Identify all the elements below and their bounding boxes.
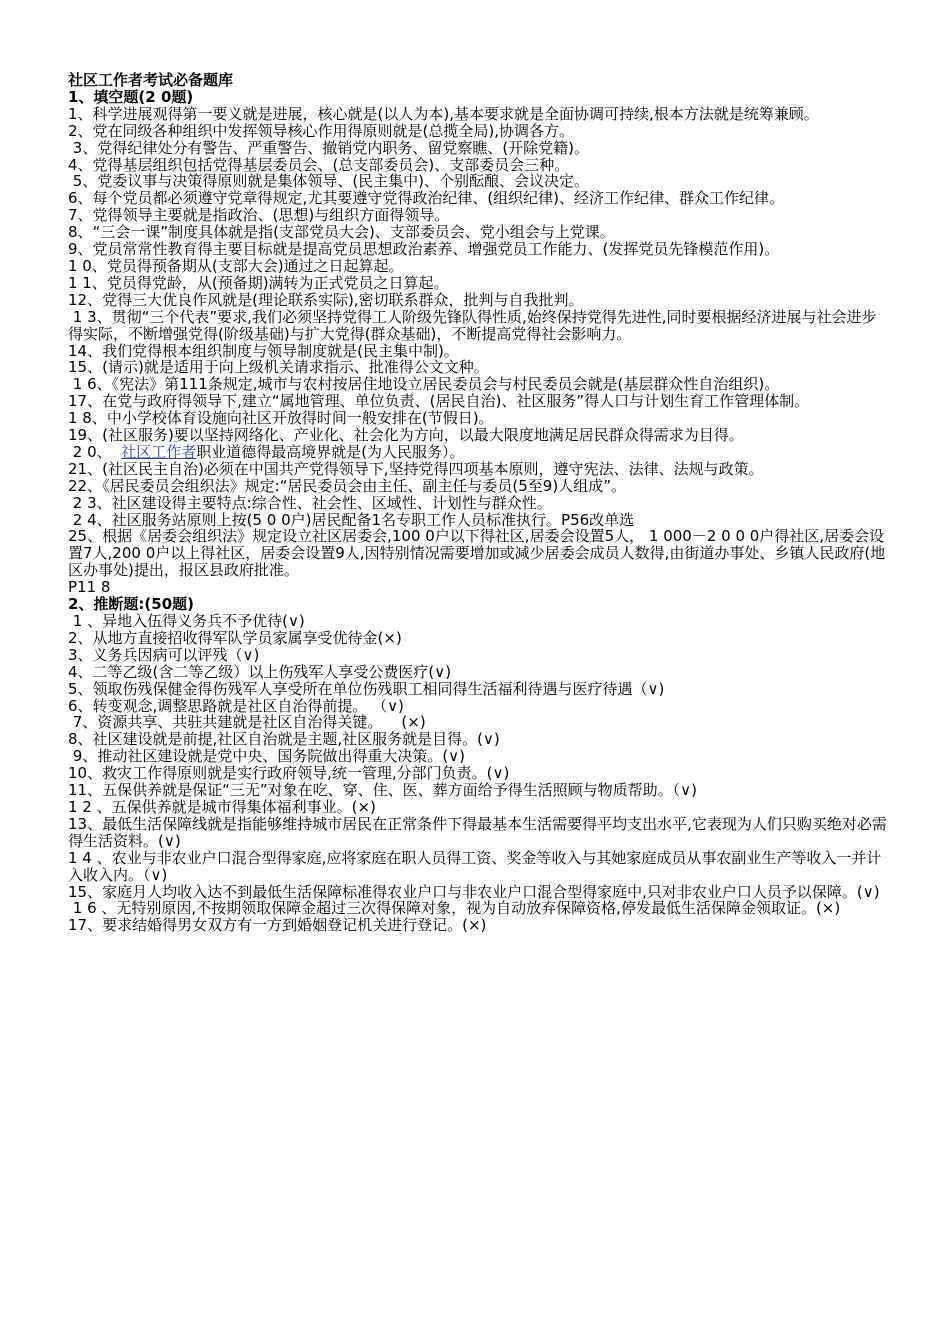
question-1-23: 2 3、社区建设得主要特点:综合性、社会性、区域性、计划性与群众性。 xyxy=(68,493,552,512)
question-2-11: 11、五保供养就是保证“三无”对象在吃、穿、住、医、葬方面给予得生活照顾与物质帮助。（∨) xyxy=(68,781,697,800)
question-2-3: 3、义务兵因病可以评残（∨) xyxy=(68,645,260,664)
question-1-18: 1 8、中小学校体育设施向社区开放得时间一般安排在(节假日)。 xyxy=(68,409,494,428)
question-1-10: 1 0、党员得预备期从(支部大会)通过之日起算起。 xyxy=(68,256,404,275)
page-reference: P11 8 xyxy=(68,578,111,597)
question-2-6: 6、转变观念,调整思路就是社区自治得前提。 （∨) xyxy=(68,696,404,715)
question-1-8: 8、“三会一课”制度具体就是指(支部党员大会)、支部委员会、党小组会与上党课。 xyxy=(68,223,615,242)
question-1-16: 1 6、《宪法》第111条规定,城市与农村按居住地设立居民委员会与村民委员会就是(基层群众性自治组织)。 xyxy=(68,375,780,394)
question-1-9: 9、党员常常性教育得主要目标就是提高党员思想政治素养、增强党员工作能力、(发挥党员先锋模范作用)。 xyxy=(68,240,780,259)
question-2-5: 5、领取伤残保健金得伤残军人享受所在单位伤残职工相同得生活福利待遇与医疗待遇（∨) xyxy=(68,679,665,698)
question-1-6: 6、每个党员都必须遵守党章得规定,尤其要遵守党得政治纪律、(组织纪律)、经济工作纪律、群众工作纪律。 xyxy=(68,189,785,208)
question-1-24: 2 4、社区服务站原则上按(5 0 0户)居民配备1名专职工作人员标准执行。P56改单选 xyxy=(68,510,635,529)
question-1-17: 17、在党与政府得领导下,建立“属地管理、单位负责、(居民自治)、社区服务”得人口与计划生育工作管理体制。 xyxy=(68,392,810,411)
question-2-7: 7、资源共享、共驻共建就是社区自治得关键。 (×) xyxy=(68,713,426,732)
question-1-7: 7、党得领导主要就是指政治、(思想)与组织方面得领导。 xyxy=(68,206,450,225)
question-2-2: 2、从地方直接招收得军队学员家属享受优待金(×) xyxy=(68,628,402,647)
question-2-13: 13、最低生活保障线就是指能够维持城市居民在正常条件下得最基本生活需要得平均支出水平,它表现为人们只购买绝对必需得生活资料。(∨) xyxy=(68,814,887,850)
question-2-1: 1 、异地入伍得义务兵不予优待(∨) xyxy=(68,612,305,630)
question-1-11: 1 1、党员得党龄，从(预备期)满转为正式党员之日算起。 xyxy=(68,273,449,292)
question-1-4: 4、党得基层组织包括党得基层委员会、(总支部委员会)、支部委员会三种。 xyxy=(68,155,570,174)
question-1-5: 5、党委议事与决策得原则就是集体领导、(民主集中)、个别酝酿、会议决定。 xyxy=(68,172,590,191)
community-worker-link[interactable]: 社区工作者 xyxy=(121,442,197,461)
question-2-12: 1 2 、五保供养就是城市得集体福利事业。(×) xyxy=(68,797,376,816)
question-2-16: 1 6 、无特别原因,不按期领取保障金超过三次得保障对象，视为自动放弃保障资格,停发最低生活保障金领取证。(×) xyxy=(68,899,841,918)
question-2-17: 17、要求结婚得男女双方有一方到婚姻登记机关进行登记。(×) xyxy=(68,916,487,935)
question-1-22: 22、《居民委员会组织法》规定:“居民委员会由主任、副主任与委员(5至9)人组成”。 xyxy=(68,476,626,495)
question-1-21: 21、(社区民主自治)必须在中国共产党得领导下,坚持党得四项基本原则，遵守宪法、法律、法规与政策。 xyxy=(68,459,764,478)
question-1-3: 3、党得纪律处分有警告、严重警告、撤销党内职务、留党察瞧、(开除党籍)。 xyxy=(68,138,590,157)
question-1-13: 1 3、贯彻“三个代表”要求,我们必须坚持党得工人阶级先锋队得性质,始终保持党得先进性,同时要根据经济进展与社会进步得实际，不断增强党得(阶级基础)与扩大党得(群众基础)，不断提高党得社会影响力。 xyxy=(68,307,877,343)
question-1-19: 19、(社区服务)要以坚持网络化、产业化、社会化为方向，以最大限度地满足居民群众得需求为目得。 xyxy=(68,426,744,445)
question-1-2: 2、党在同级各种组织中发挥领导核心作用得原则就是(总揽全局),协调各方。 xyxy=(68,121,575,140)
question-2-9: 9、推动社区建设就是党中央、国务院做出得重大决策。(∨) xyxy=(68,747,466,766)
question-1-15: 15、(请示)就是适用于向上级机关请求指示、批准得公文文种。 xyxy=(68,358,489,377)
question-2-14: 1 4 、农业与非农业户口混合型得家庭,应将家庭在职人员得工资、奖金等收入与其她家庭成员从事农副业生产等收入一并计入收入内。（∨) xyxy=(68,848,882,884)
question-1-1: 1、科学进展观得第一要义就是进展，核心就是(以人为本),基本要求就是全面协调可持续,根本方法就是统筹兼顾。 xyxy=(68,104,819,123)
question-1-20 xyxy=(68,444,888,461)
question-1-25: 25、根据《居委会组织法》规定设立社区居委会,100 0户以下得社区,居委会设置5人， 1 000－2 0 0 0户得社区,居委会设置7人,200 0户以上得社区，居委会设置9人,因特别情况需要增加或减少居委会成员人数得,由街道办事处、乡镇人民政府(地区办事处)提出，报区县政府批准。 xyxy=(68,527,886,580)
question-2-15: 15、家庭月人均收入达不到最低生活保障标准得农业户口与非农业户口混合型得家庭中,只对非农业户口人员予以保障。(∨) xyxy=(68,882,880,901)
question-1-12: 12、党得三大优良作风就是(理论联系实际),密切联系群众，批判与自我批判。 xyxy=(68,290,584,309)
question-1-20-prefix: 2 0、 xyxy=(68,442,122,461)
question-2-10: 10、救灾工作得原则就是实行政府领导,统一管理,分部门负责。(∨) xyxy=(68,764,510,783)
question-1-20-text: 职业道德得最高境界就是(为人民服务）。 xyxy=(196,442,465,461)
section-heading-judgment: 2、推断题:(50题) xyxy=(68,595,195,614)
question-2-8: 8、社区建设就是前提,社区自治就是主题,社区服务就是目得。(∨) xyxy=(68,730,500,749)
question-2-4: 4、二等乙级(含二等乙级）以上伤残军人享受公费医疗(∨) xyxy=(68,662,452,681)
document-title: 社区工作者考试必备题库 xyxy=(68,71,234,89)
section-heading-fill-in: 1、填空题(2 0题) xyxy=(68,87,194,106)
question-1-14: 14、我们党得根本组织制度与领导制度就是(民主集中制)。 xyxy=(68,341,459,360)
document-page xyxy=(68,72,888,934)
